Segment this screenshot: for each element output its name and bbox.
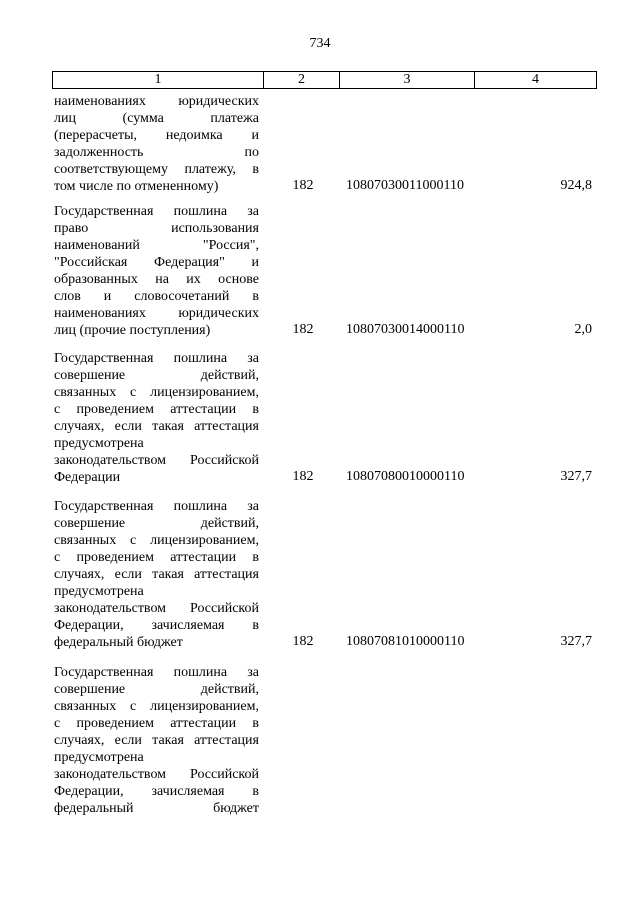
row-description xyxy=(54,350,259,486)
row-code: 182 xyxy=(292,469,314,484)
description-line: наименованиях юридических xyxy=(54,306,259,321)
description-line: задолженность по xyxy=(54,145,259,160)
row-description xyxy=(54,664,259,817)
header-col-2: 2 xyxy=(264,72,340,88)
description-line: лиц (прочие поступления) xyxy=(54,323,211,338)
description-line: Федерации, зачисляемая в xyxy=(54,784,259,799)
description-line: законодательством Российской xyxy=(54,453,259,468)
description-line: связанных с лицензированием, xyxy=(54,699,259,714)
description-line: слов и словосочетаний в xyxy=(54,289,259,304)
table-header xyxy=(52,71,597,89)
row-amount: 2,0 xyxy=(574,322,592,337)
description-line: соответствующему платежу, в xyxy=(54,162,259,177)
description-line: Государственная пошлина за xyxy=(54,351,259,366)
row-kbk: 10807030011000110 xyxy=(346,178,464,193)
row-kbk: 10807080010000110 xyxy=(346,469,465,484)
description-line: совершение действий, xyxy=(54,368,259,383)
description-line: том числе по отмененному) xyxy=(54,179,219,194)
description-line: федеральный бюджет xyxy=(54,801,259,816)
description-line: лиц (сумма платежа xyxy=(54,111,259,126)
description-line: предусмотрена xyxy=(54,584,144,599)
row-amount: 327,7 xyxy=(560,634,592,649)
page-number: 734 xyxy=(309,36,331,51)
description-line: случаях, если такая аттестация xyxy=(54,419,259,434)
description-line: образованных на их основе xyxy=(54,272,259,287)
header-col-3: 3 xyxy=(340,72,475,88)
description-line: наименований "Россия", xyxy=(54,238,259,253)
header-col-1: 1 xyxy=(53,72,264,88)
row-code: 182 xyxy=(292,178,314,193)
header-col-4: 4 xyxy=(532,72,539,87)
description-line: Федерации, зачисляемая в xyxy=(54,618,259,633)
description-line: связанных с лицензированием, xyxy=(54,385,259,400)
row-description xyxy=(54,203,259,339)
row-kbk: 10807030014000110 xyxy=(346,322,465,337)
description-line: предусмотрена xyxy=(54,436,144,451)
description-line: с проведением аттестации в xyxy=(54,716,259,731)
description-line: наименованиях юридических xyxy=(54,94,259,109)
description-line: "Российская Федерация" и xyxy=(54,255,259,270)
description-line: совершение действий, xyxy=(54,516,259,531)
row-amount: 924,8 xyxy=(560,178,592,193)
description-line: Государственная пошлина за xyxy=(54,665,259,680)
row-code: 182 xyxy=(292,634,314,649)
row-kbk: 10807081010000110 xyxy=(346,634,465,649)
description-line: с проведением аттестации в xyxy=(54,550,259,565)
description-line: случаях, если такая аттестация xyxy=(54,733,259,748)
description-line: Государственная пошлина за xyxy=(54,204,259,219)
row-description xyxy=(54,93,259,195)
description-line: предусмотрена xyxy=(54,750,144,765)
description-line: законодательством Российской xyxy=(54,601,259,616)
description-line: (перерасчеты, недоимка и xyxy=(54,128,259,143)
description-line: право использования xyxy=(54,221,259,236)
description-line: с проведением аттестации в xyxy=(54,402,259,417)
description-line: Государственная пошлина за xyxy=(54,499,259,514)
description-line: совершение действий, xyxy=(54,682,259,697)
description-line: законодательством Российской xyxy=(54,767,259,782)
row-amount: 327,7 xyxy=(560,469,592,484)
description-line: случаях, если такая аттестация xyxy=(54,567,259,582)
description-line: Федерации xyxy=(54,470,121,485)
row-code: 182 xyxy=(292,322,314,337)
row-description xyxy=(54,498,259,651)
description-line: связанных с лицензированием, xyxy=(54,533,259,548)
description-line: федеральный бюджет xyxy=(54,635,183,650)
